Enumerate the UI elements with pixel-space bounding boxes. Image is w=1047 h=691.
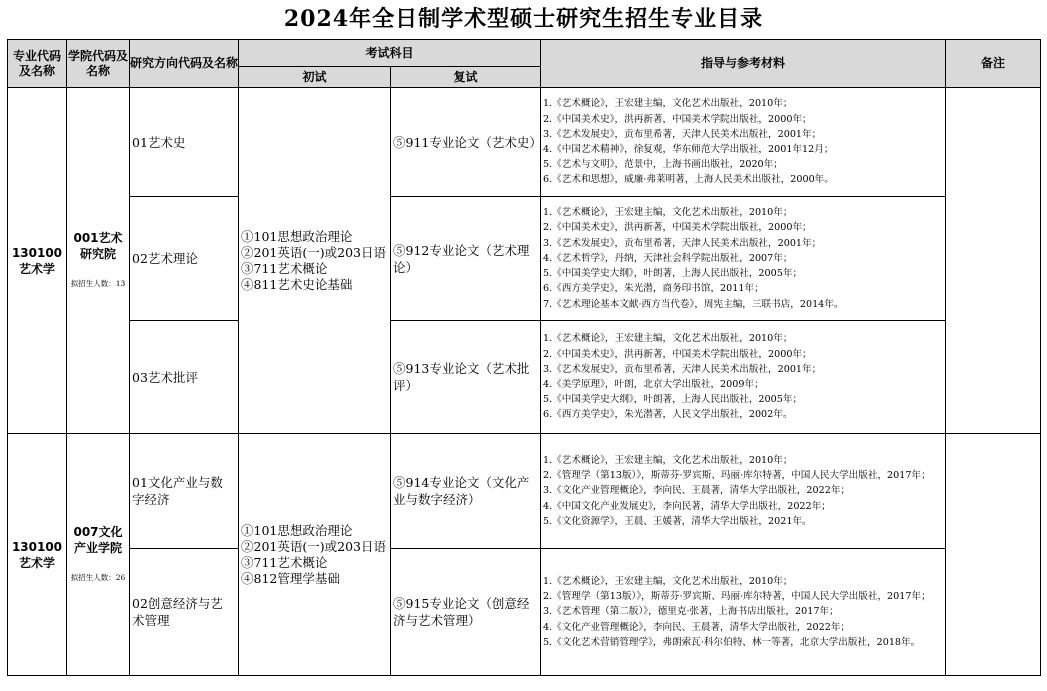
direction-cell: 02创意经济与艺术管理: [130, 549, 239, 676]
direction-cell: 03艺术批评: [130, 321, 239, 434]
references-cell: 1.《艺术概论》，王宏建主编，文化艺术出版社，2010年； 2.《中国美术史》，洪再新著，中国美术学院出版社，2000年； 3.《艺术发展史》，贡布里希著，天津人民美术出版社，2001年； 4.《中国艺术精神》，徐复观，华东师范大学出版社，2001年12月； 5.《艺术与文明》，范景中，上海书画出版社，2020年； 6.《艺术和思想》，威廉·弗莱明著，上海人民美术出版社，2000年。: [541, 88, 946, 197]
references-cell: 1.《艺术概论》，王宏建主编，文化艺术出版社，2010年； 2.《中国美术史》，洪再新著，中国美术学院出版社，2000年； 3.《艺术发展史》，贡布里希著，天津人民美术出版社，2001年； 4.《艺术哲学》，丹纳，天津社会科学院出版社，2007年； 5.《中国美学史大纲》，叶朗著，上海人民出版社，2005年； 6.《西方美学史》，朱光潜，商务印书馆，2011年； 7.《艺术理论基本文献·西方当代卷》，周宪主编，三联书店，2014年。: [541, 197, 946, 321]
initial-exam-cell: ①101思想政治理论 ②201英语(一)或203日语 ③711艺术概论 ④812管理学基础: [239, 434, 391, 676]
direction-cell: 02艺术理论: [130, 197, 239, 321]
table-row: [8, 434, 1041, 549]
college-cell: 001艺术研究院 拟招生人数：13: [67, 88, 130, 434]
initial-exam-cell: ①101思想政治理论 ②201英语(一)或203日语 ③711艺术概论 ④811艺术史论基础: [239, 88, 391, 434]
table-row: [8, 549, 1041, 676]
retest-cell: ⑤913专业论文（艺术批评）: [391, 321, 541, 434]
direction-cell: 01文化产业与数字经济: [130, 434, 239, 549]
retest-cell: ⑤911专业论文（艺术史）: [391, 88, 541, 197]
page-title: 2024年全日制学术型硕士研究生招生专业目录: [283, 6, 764, 32]
table-row: [8, 321, 1041, 434]
major-cell: 130100 艺术学: [8, 88, 67, 434]
direction-cell: 01艺术史: [130, 88, 239, 197]
references-cell: 1.《艺术概论》，王宏建主编，文化艺术出版社，2010年； 2.《管理学（第13版）》，斯蒂芬·罗宾斯、玛丽·库尔特著，中国人民大学出版社，2017年； 3.《文化产业管理概论》，李向民、王晨著，清华大学出版社，2022年； 4.《中国文化产业发展史》，李向民著，清华大学出版社，2022年； 5.《文化资源学》，王晨、王媛著，清华大学出版社，2021年。: [541, 434, 946, 549]
table-row: [8, 88, 1041, 197]
references-cell: 1.《艺术概论》，王宏建主编，文化艺术出版社，2010年； 2.《管理学（第13版）》，斯蒂芬·罗宾斯、玛丽·库尔特著，中国人民大学出版社，2017年； 3.《艺术管理（第二版）》，德里克·张著，上海书店出版社，2017年； 4.《文化产业管理概论》，李向民、王晨著，清华大学出版社，2022年； 5.《文化艺术营销管理学》，弗朗索瓦·科尔伯特、林一等著，北京大学出版社，2018年。: [541, 549, 946, 676]
retest-cell: ⑤912专业论文（艺术理论）: [391, 197, 541, 321]
header-retest: 复试: [391, 67, 541, 88]
header-major: 专业代码及名称: [8, 40, 67, 88]
header-direction: 研究方向代码及名称: [130, 40, 239, 88]
header-exam-subjects: 考试科目: [239, 40, 541, 67]
college-cell: 007文化产业学院 拟招生人数：26: [67, 434, 130, 676]
header-initial: 初试: [239, 67, 391, 88]
retest-cell: ⑤914专业论文（文化产业与数字经济）: [391, 434, 541, 549]
references-cell: 1.《艺术概论》，王宏建主编，文化艺术出版社，2010年； 2.《中国美术史》，洪再新著，中国美术学院出版社，2000年； 3.《艺术发展史》，贡布里希著，天津人民美术出版社，2001年； 4.《美学原理》，叶朗，北京大学出版社，2009年； 5.《中国美学史大纲》，叶朗著，上海人民出版社，2005年； 6.《西方美学史》，朱光潜著，人民文学出版社，2002年。: [541, 321, 946, 434]
major-cell: 130100 艺术学: [8, 434, 67, 676]
notes-cell: [946, 88, 1041, 434]
header-references: 指导与参考材料: [541, 40, 946, 88]
header-college: 学院代码及名称: [67, 40, 130, 88]
catalog-table: [7, 39, 1041, 676]
table-row: [8, 197, 1041, 321]
header-notes: 备注: [946, 40, 1041, 88]
retest-cell: ⑤915专业论文（创意经济与艺术管理）: [391, 549, 541, 676]
notes-cell: [946, 434, 1041, 676]
